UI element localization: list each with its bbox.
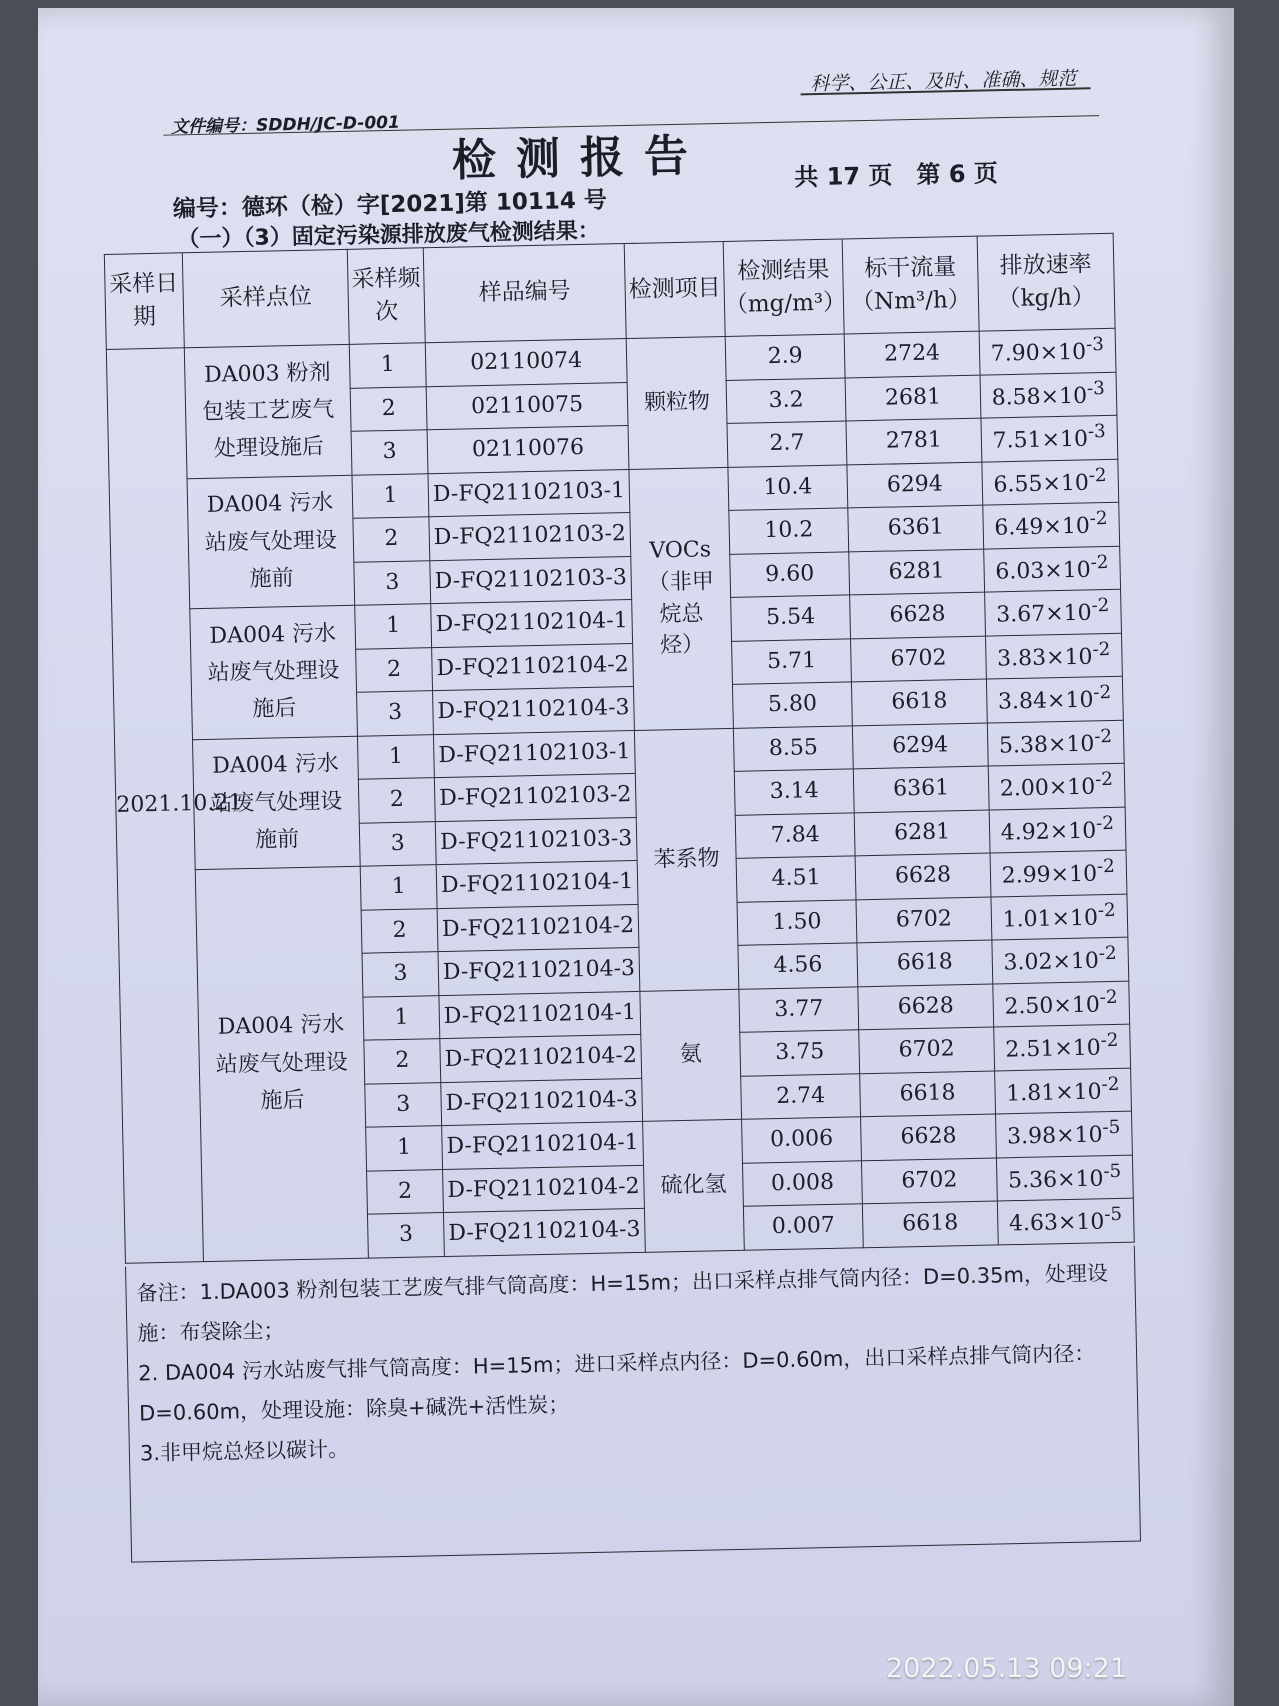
result-cell: 5.54 [730,595,850,641]
report-sheet [38,8,1234,1706]
emission-rate-cell [991,894,1128,940]
emission-rate-exponent: -2 [1096,856,1116,878]
flow-cell: 6628 [861,1114,996,1160]
flow-cell: 6281 [855,810,990,856]
emission-rate-cell [983,546,1120,592]
result-cell: 2.9 [725,334,845,380]
frequency-cell: 1 [355,604,431,649]
emission-rate-base: 2.50×10 [1004,992,1101,1020]
frequency-cell: 2 [350,386,426,431]
col-header-result-label: 检测结果 [737,256,830,285]
flow-cell: 6294 [853,723,988,769]
emission-rate-cell [982,502,1119,548]
test-item-cell: 氨 [640,989,741,1122]
emission-rate-base: 1.01×10 [1002,905,1099,933]
frequency-cell: 3 [354,560,430,605]
test-item-cell: 苯系物 [635,728,739,991]
flow-cell: 6702 [851,636,986,682]
frequency-cell: 1 [350,343,426,388]
frequency-cell: 1 [352,473,428,518]
sampling-point-cell: DA004 污水站废气处理设施前 [187,475,355,609]
result-cell: 0.006 [741,1117,861,1163]
sample-id-cell: D-FQ21102104-2 [442,1165,644,1213]
col-header-sample: 样品编号 [423,244,626,343]
emission-rate-base: 5.38×10 [998,731,1095,759]
motto: 科学、公正、及时、准确、规范 [810,67,1077,96]
flow-cell: 6281 [849,549,984,595]
emission-rate-base: 4.63×10 [1008,1209,1105,1237]
file-number: 文件编号：SDDH/JC-D-001 [170,112,401,138]
result-cell: 5.71 [731,638,851,684]
result-cell: 7.84 [735,812,855,858]
sample-id-cell: D-FQ21102103-3 [435,817,637,865]
emission-rate-cell [989,807,1126,853]
result-cell: 3.77 [739,986,859,1032]
emission-rate-exponent: -2 [1089,508,1108,530]
col-header-rate-unit: （kg/h） [997,284,1096,313]
sample-id-cell: D-FQ21102103-2 [429,512,631,560]
result-cell: 5.80 [732,682,852,728]
sample-id-cell: D-FQ21102104-3 [438,947,640,995]
result-cell: 4.51 [736,856,856,902]
flow-cell: 6618 [860,1070,995,1116]
sample-id-cell: D-FQ21102104-2 [440,1034,642,1082]
flow-cell: 6361 [854,766,989,812]
sample-id-cell: D-FQ21102104-3 [443,1208,645,1256]
flow-cell: 2781 [846,418,981,464]
sampling-point-cell: DA004 污水站废气处理设施前 [192,736,360,870]
result-cell: 0.008 [742,1160,862,1206]
emission-rate-cell [992,981,1129,1027]
flow-cell: 6618 [863,1201,998,1247]
emission-rate-cell [984,589,1121,635]
emission-rate-exponent: -2 [1093,682,1112,704]
flow-cell: 6628 [858,984,993,1030]
emission-rate-exponent: -2 [1099,986,1118,1008]
emission-rate-cell [991,937,1128,983]
results-table [104,233,1135,1263]
emission-rate-exponent: -2 [1094,769,1114,791]
flow-cell: 6702 [862,1157,997,1203]
emission-rate-exponent: -2 [1098,943,1117,965]
frequency-cell: 3 [357,691,433,736]
flow-cell: 6628 [850,592,985,638]
emission-rate-cell [987,720,1124,766]
sample-id-cell: 02110074 [425,339,627,387]
emission-rate-cell [986,676,1123,722]
test-item-cell: 颗粒物 [626,336,727,469]
result-cell: 3.14 [734,769,854,815]
test-item-cell: 硫化氢 [643,1119,744,1252]
col-header-result-unit: （mg/m³） [724,289,847,318]
test-item-cell: VOCs（非甲烷总烃） [629,467,733,730]
emission-rate-cell [985,633,1122,679]
col-header-item: 检测项目 [624,241,725,338]
remarks [125,1246,1141,1563]
sample-id-cell: D-FQ21102104-1 [436,860,638,908]
emission-rate-exponent: -2 [1093,725,1113,747]
emission-rate-cell [997,1198,1134,1244]
frequency-cell: 1 [366,1126,442,1171]
frequency-cell: 2 [361,908,437,953]
sample-id-cell: 02110076 [427,426,629,474]
frequency-cell: 2 [364,1039,440,1084]
result-cell: 1.50 [737,899,857,945]
emission-rate-exponent: -2 [1101,1073,1120,1095]
result-cell: 10.4 [728,464,848,510]
sampling-point-cell: DA004 污水站废气处理设施后 [195,866,369,1261]
emission-rate-base: 1.81×10 [1005,1079,1102,1107]
col-header-freq: 采样频次 [348,248,425,345]
emission-rate-base: 4.92×10 [1000,818,1097,846]
col-header-flow-label: 标干流量 [863,253,957,282]
emission-rate-exponent: -2 [1092,638,1111,660]
flow-cell: 2724 [845,331,980,377]
flow-cell: 6618 [857,940,992,986]
report-number: 编号：德环（检）字[2021]第 10114 号 [172,187,608,223]
frequency-cell: 2 [356,647,432,692]
emission-rate-exponent: -2 [1097,899,1116,921]
sample-id-cell: D-FQ21102104-1 [439,991,641,1039]
sample-id-cell: D-FQ21102104-1 [441,1121,643,1169]
result-cell: 0.007 [743,1204,863,1250]
emission-rate-exponent: -5 [1102,1117,1121,1139]
flow-cell: 6702 [856,897,991,943]
flow-cell: 6628 [855,853,990,899]
sampling-point-cell: DA003 粉剂包装工艺废气处理设施后 [184,344,352,478]
emission-rate-cell [990,850,1127,896]
emission-rate-exponent: -3 [1087,421,1106,443]
emission-rate-exponent: -2 [1090,551,1109,574]
emission-rate-base: 3.83×10 [996,644,1093,672]
frequency-cell: 2 [353,517,429,562]
emission-rate-exponent: -5 [1103,1160,1122,1182]
emission-rate-cell [993,1024,1130,1070]
emission-rate-base: 3.67×10 [995,600,1092,628]
emission-rate-base: 2.99×10 [1001,861,1098,889]
emission-rate-base: 2.51×10 [1005,1035,1102,1063]
result-cell: 4.56 [738,943,858,989]
emission-rate-base: 3.98×10 [1006,1122,1103,1150]
sample-id-cell: D-FQ21102104-1 [431,599,633,647]
emission-rate-base: 3.84×10 [997,687,1094,715]
result-cell: 3.75 [740,1030,860,1076]
emission-rate-cell [979,328,1116,374]
page-title: 检测报告 [451,130,709,187]
frequency-cell: 3 [365,1082,441,1127]
table-body [106,328,1134,1262]
col-header-rate-label: 排放速率 [999,250,1092,279]
frequency-cell: 3 [360,821,436,866]
col-header-rate [977,233,1115,331]
emission-rate-exponent: -2 [1095,812,1115,834]
emission-rate-exponent: -5 [1104,1203,1123,1226]
sample-id-cell: 02110075 [426,382,628,430]
frequency-cell: 1 [358,734,434,779]
emission-rate-exponent: -2 [1100,1030,1119,1052]
section-title: （一）（3）固定污染源排放废气检测结果： [177,218,601,253]
col-header-point: 采样点位 [182,249,350,347]
emission-rate-base: 7.51×10 [992,426,1089,454]
col-header-flow [843,236,979,334]
frequency-cell: 2 [359,778,435,823]
emission-rate-exponent: -2 [1091,595,1110,617]
photo-timestamp: 2022.05.13 09:21 [886,1653,1127,1684]
emission-rate-cell [980,372,1117,418]
result-cell: 10.2 [729,508,849,554]
flow-cell: 6361 [848,505,983,551]
emission-rate-base: 3.02×10 [1003,948,1100,976]
frequency-cell: 3 [368,1213,444,1258]
emission-rate-cell [988,763,1125,809]
emission-rate-cell [994,1068,1131,1114]
flow-cell: 2681 [845,375,980,421]
frequency-cell: 1 [361,865,437,910]
emission-rate-cell [996,1155,1133,1201]
emission-rate-exponent: -3 [1085,334,1105,356]
emission-rate-exponent: -2 [1088,464,1107,487]
remark-line: 3.非甲烷总烃以碳计。 [139,1436,350,1466]
sample-id-cell: D-FQ21102103-3 [430,556,632,604]
flow-cell: 6702 [859,1027,994,1073]
emission-rate-base: 6.03×10 [995,557,1091,585]
emission-rate-base: 8.58×10 [991,383,1088,411]
emission-rate-cell [981,415,1118,461]
emission-rate-cell [981,459,1118,505]
flow-cell: 6294 [847,462,982,508]
sampling-date-cell: 2021.10.21 [106,348,203,1263]
frequency-cell: 1 [363,995,439,1040]
sample-id-cell: D-FQ21102104-3 [432,686,634,734]
frequency-cell: 2 [367,1169,443,1214]
frequency-cell: 3 [362,952,438,997]
sample-id-cell: D-FQ21102103-1 [433,730,635,778]
sample-id-cell: D-FQ21102104-2 [437,904,639,952]
emission-rate-cell [995,1111,1132,1157]
page-count: 共 17 页 第 6 页 [794,159,999,192]
sample-id-cell: D-FQ21102104-2 [431,643,633,691]
result-cell: 8.55 [733,725,853,771]
emission-rate-base: 6.55×10 [993,470,1090,498]
emission-rate-base: 2.00×10 [999,774,1096,802]
remark-line: 备注：1.DA003 粉剂包装工艺废气排气筒高度：H=15m；出口采样点排气筒内径：D=0.35m，处理设施：布袋除尘； [136,1261,1109,1346]
sample-id-cell: D-FQ21102103-1 [428,469,630,517]
sampling-point-cell: DA004 污水站废气处理设施后 [189,605,357,739]
result-cell: 9.60 [730,551,850,597]
flow-cell: 6618 [852,679,987,725]
emission-rate-base: 5.36×10 [1007,1166,1104,1194]
emission-rate-exponent: -3 [1086,377,1105,400]
result-cell: 2.74 [740,1073,860,1119]
sample-id-cell: D-FQ21102103-2 [434,773,636,821]
col-header-result [723,239,845,336]
frequency-cell: 3 [351,430,427,475]
result-cell: 3.2 [726,377,846,423]
emission-rate-base: 6.49×10 [994,513,1091,541]
result-cell: 2.7 [727,421,847,467]
emission-rate-base: 7.90×10 [990,339,1087,367]
col-header-date: 采样日期 [104,253,184,350]
sample-id-cell: D-FQ21102104-3 [441,1078,643,1126]
col-header-flow-unit: （Nm³/h） [850,286,972,316]
remark-line: 2. DA004 污水站废气排气筒高度：H=15m；进口采样点内径：D=0.60m，出口采样点排气筒内径：D=0.60m，处理设施：除臭+碱洗+活性炭； [138,1341,1096,1426]
